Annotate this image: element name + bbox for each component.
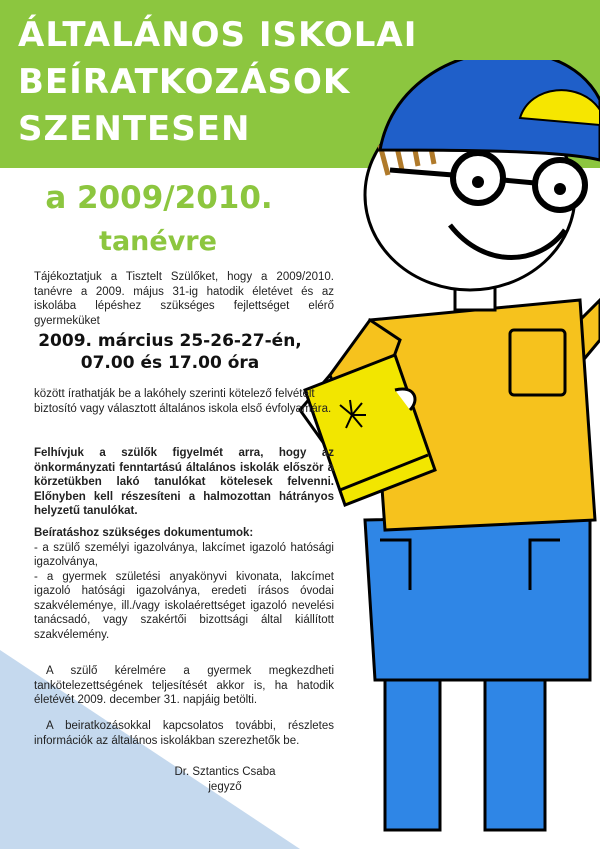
intro-paragraph: Tájékoztatjuk a Tisztelt Szülőket, hogy a 2009/2010. tanévre a 2009. május 31-ig hatodik életévet és az iskolába lépéshez szükséges fejlettséget elérő gyermeküket [34,271,334,327]
intro-text [34,270,334,328]
dates-line-1: 2009. március 25-26-27-én, [38,331,302,351]
documents-item-2: - a gyermek születési anyakönyvi kivonata, lakcímet igazoló hatósági igazolványa, eredeti írásos óvodai szakvéleménye, ill./vagy iskolaérettséget igazoló nevelési tanácsadó, vagy szakértői bizottsági által kiállított szakvélemény. [34,570,334,641]
parent-request-paragraph: A szülő kérelmére a gyermek megkezdheti tankötelezettségének teljesítését akkor is, ha hatodik életévét 2009. december 31. napjáig betölti. [34,665,334,706]
enrollment-dates [20,330,320,374]
signature [150,765,300,795]
documents-section [34,526,334,642]
dates-line-2: 07.00 és 17.00 óra [80,353,260,373]
info-text [34,719,334,748]
documents-heading: Beíratáshoz szükséges dokumentumok: [34,527,254,539]
signature-name: Dr. Sztantics Csaba [174,766,276,778]
notice-text [34,446,334,519]
after-dates-text [34,387,334,416]
title-line-3: SZENTESEN [18,109,251,149]
info-paragraph: A beiratkozásokkal kapcsolatos további, részletes információk az általános iskolákban szerezhetők be. [34,720,334,747]
notice-paragraph: Felhívjuk a szülők figyelmét arra, hogy az önkormányzati fenntartású általános iskolák először a körzetükben lakó tanulókat kötelesek felvenni. Előnyben kell részesíteni a halmozottan hátrányos helyzetű tanulókat. [34,447,334,517]
title-line-1: ÁLTALÁNOS ISKOLAI [18,15,418,55]
subtitle-year: a 2009/2010. [45,180,273,216]
documents-item-1: - a szülő személyi igazolványa, lakcímet igazoló hatósági igazolványa, [34,541,334,568]
title-line-2: BEÍRATKOZÁSOK [18,62,351,102]
parent-request-text [34,664,334,708]
subtitle-word: tanévre [99,226,217,257]
after-dates-paragraph: között írathatják be a lakóhely szerinti kötelező felvételt biztosító vagy választott általános iskola első évfolyamára. [34,388,332,415]
signature-role: jegyző [208,781,242,793]
